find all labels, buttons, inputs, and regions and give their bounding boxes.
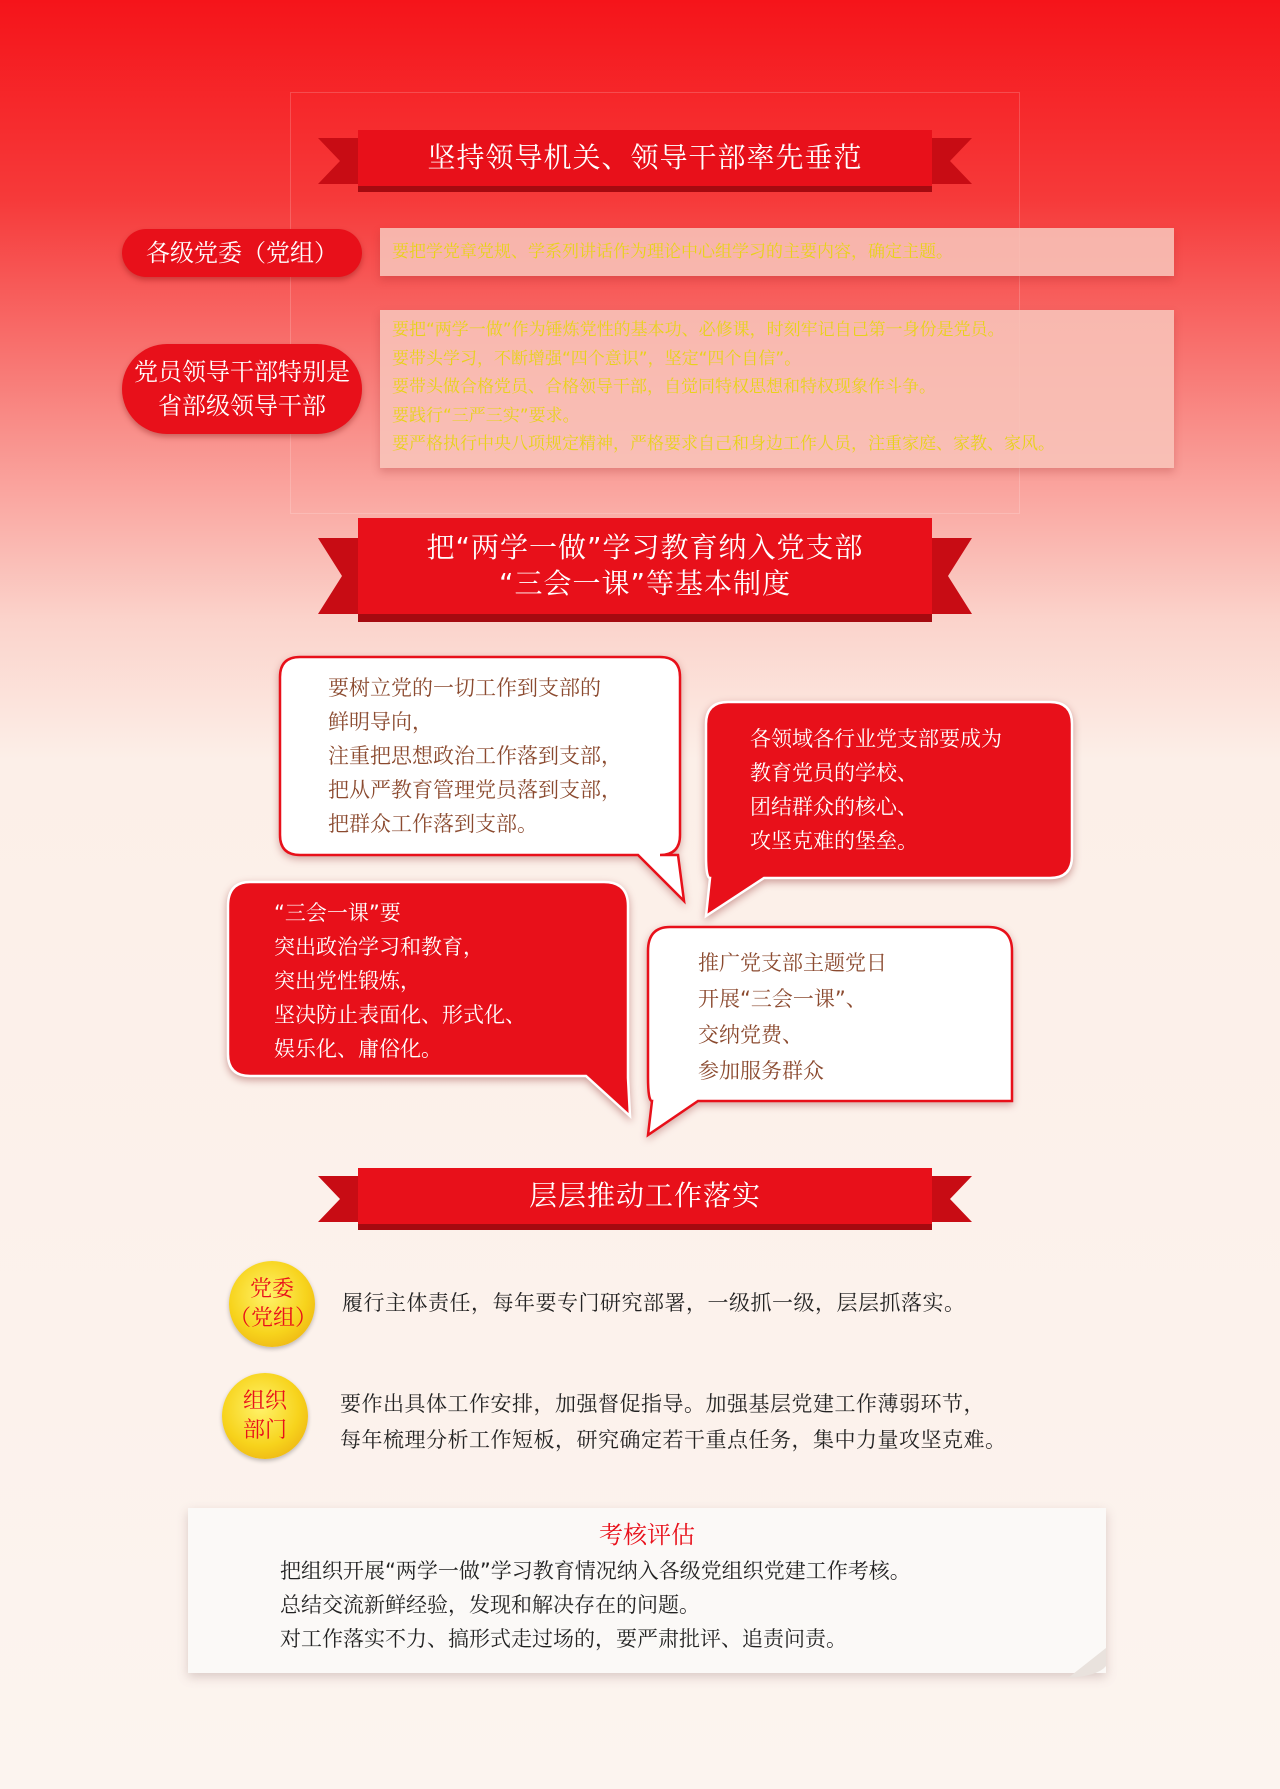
bubble-line: 要树立党的一切工作到支部的	[328, 676, 601, 700]
assessment-body	[280, 1554, 911, 1656]
speech-bubble-theme-day	[646, 925, 1014, 1135]
assessment-line: 把组织开展“两学一做”学习教育情况纳入各级党组织党建工作考核。	[280, 1559, 911, 1583]
bubble-line: 参加服务群众	[698, 1059, 824, 1083]
note-leading-cadres	[380, 310, 1174, 468]
note-party-committee	[380, 228, 1174, 276]
bubble-line: 坚决防止表面化、形式化、	[274, 1003, 526, 1027]
bubble-text	[274, 896, 526, 1066]
speech-bubble-branch-roles	[704, 700, 1074, 918]
ribbon-section3	[318, 1168, 972, 1230]
section2-title-line2: “三会一课”等基本制度	[498, 567, 791, 600]
bubble-line: 团结群众的核心、	[750, 795, 918, 819]
bubble-line: 把从严教育管理党员落到支部，	[328, 778, 622, 802]
assessment-title: 考核评估	[599, 1521, 695, 1549]
note-line: 要带头做合格党员、合格领导干部，自觉同特权思想和特权现象作斗争。	[392, 377, 936, 397]
speech-bubble-three-meetings	[226, 880, 632, 1118]
bubble-text	[328, 671, 622, 841]
ribbon-section2	[318, 518, 972, 622]
note-line: 要把“两学一做”作为锤炼党性的基本功、必修课，时刻牢记自己第一身份是党员。	[392, 320, 1005, 340]
bubble-text	[750, 722, 1002, 858]
badge-line: 党委	[249, 1277, 294, 1302]
badge-line: 组织	[242, 1389, 287, 1414]
section1-title: 坚持领导机关、领导干部率先垂范	[427, 141, 863, 174]
speech-bubble-branch-orientation	[278, 655, 688, 905]
note-line: 要把学党章党规、学系列讲话作为理论中心组学习的主要内容，确定主题。	[392, 242, 953, 262]
badge-organization-dept	[222, 1373, 308, 1459]
bubble-line: 突出政治学习和教育，	[274, 935, 484, 959]
layer-line: 履行主体责任，每年要专门研究部署，一级抓一级，层层抓落实。	[342, 1291, 966, 1315]
bubble-line: 突出党性锻炼，	[274, 969, 421, 993]
bubble-line: 娱乐化、庸俗化。	[274, 1037, 442, 1061]
assessment-corner-curl	[1068, 1648, 1108, 1678]
note-line: 要带头学习，不断增强“四个意识”，坚定“四个自信”。	[392, 348, 802, 369]
layer-text-organization-dept	[340, 1386, 1007, 1458]
section3-title: 层层推动工作落实	[528, 1179, 761, 1212]
bubble-line: 教育党员的学校、	[750, 761, 918, 785]
assessment-line: 对工作落实不力、搞形式走过场的，要严肃批评、追责问责。	[280, 1627, 847, 1651]
bubble-line: 攻坚克难的堡垒。	[750, 829, 918, 853]
assessment-card	[188, 1508, 1106, 1673]
label-leading-cadres	[122, 344, 362, 434]
layer-line: 每年梳理分析工作短板，研究确定若干重点任务，集中力量攻坚克难。	[340, 1428, 1007, 1452]
bubble-line: “三会一课”要	[274, 901, 401, 925]
section2-title-line1: 把“两学一做”学习教育纳入党支部	[426, 531, 864, 564]
layer-line: 要作出具体工作安排，加强督促指导。加强基层党建工作薄弱环节，	[340, 1392, 985, 1416]
badge-party-committee	[229, 1261, 318, 1347]
note-line: 要严格执行中央八项规定精神，严格要求自己和身边工作人员，注重家庭、家教、家风。	[392, 434, 1055, 454]
label-party-committee: 各级党委（党组）	[122, 229, 362, 277]
badge-line: （党组）	[229, 1306, 318, 1331]
label-line: 省部级领导干部	[158, 392, 326, 420]
bubble-line: 各领域各行业党支部要成为	[750, 727, 1002, 751]
bubble-line: 交纳党费、	[698, 1023, 803, 1047]
layer-text-party-committee	[342, 1285, 966, 1321]
bubble-line: 把群众工作落到支部。	[328, 812, 538, 836]
assessment-line: 总结交流新鲜经验，发现和解决存在的问题。	[280, 1593, 700, 1617]
bubble-line: 鲜明导向，	[328, 710, 433, 734]
note-line: 要践行“三严三实”要求。	[392, 405, 580, 426]
ribbon-section1	[318, 130, 972, 192]
bubble-line: 推广党支部主题党日	[698, 951, 887, 975]
bubble-line: 开展“三会一课”、	[698, 987, 867, 1011]
badge-line: 部门	[242, 1418, 287, 1443]
bubble-line: 注重把思想政治工作落到支部，	[328, 744, 622, 768]
bubble-text	[698, 945, 887, 1089]
label-line: 党员领导干部特别是	[134, 358, 350, 386]
